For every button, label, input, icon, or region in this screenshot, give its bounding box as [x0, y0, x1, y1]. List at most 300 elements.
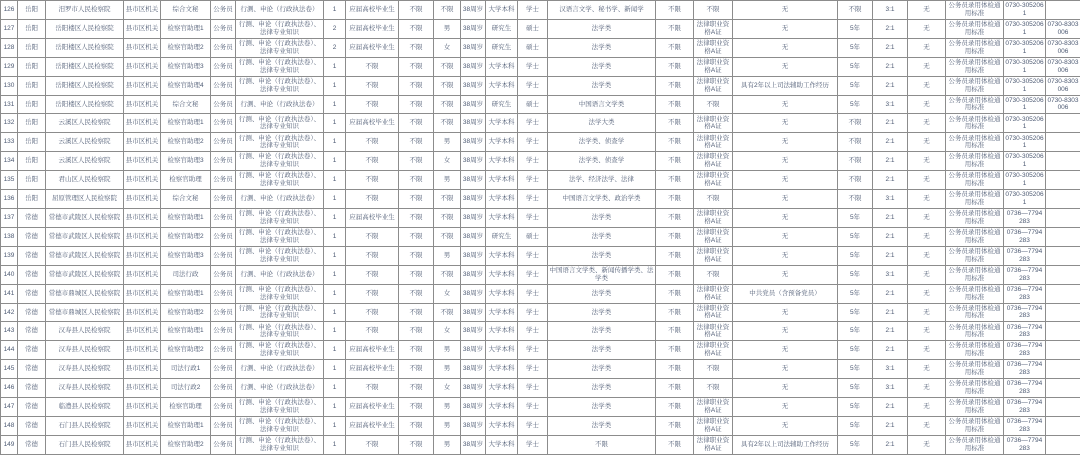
cell-physical-standard: 公务员录用体检通用标准 [946, 95, 1004, 114]
cell-service-years: 5年 [838, 95, 873, 114]
cell-open-ratio: 3:1 [873, 265, 908, 284]
cell-service-years: 不限 [838, 114, 873, 133]
cell-physical-standard: 公务员录用体检通用标准 [946, 114, 1004, 133]
cell-education: 研究生 [486, 38, 518, 57]
cell-gender: 女 [434, 284, 461, 303]
cell-fitness-test: 无 [908, 57, 946, 76]
cell-remark: 无 [733, 95, 838, 114]
cell-age-limit: 38周岁 [461, 284, 486, 303]
cell-remark: 无 [733, 265, 838, 284]
cell-qualification: 法律职业资格A证 [694, 398, 733, 417]
cell-gender: 不限 [434, 190, 461, 209]
cell-headcount: 1 [324, 360, 346, 379]
cell-org-level: 县市区机关 [124, 284, 161, 303]
cell-residence: 不限 [399, 360, 434, 379]
cell-org-level: 县市区机关 [124, 379, 161, 398]
cell-physical-standard: 公务员录用体检通用标准 [946, 19, 1004, 38]
cell-city: 岳阳 [18, 76, 46, 95]
cell-remark: 中共党员（含预备党员） [733, 284, 838, 303]
cell-gender: 男 [434, 341, 461, 360]
cell-experience: 不限 [656, 152, 694, 171]
cell-qualification: 法律职业资格A证 [694, 152, 733, 171]
cell-fitness-test: 无 [908, 95, 946, 114]
cell-major: 法学类 [548, 19, 656, 38]
cell-org-level: 县市区机关 [124, 303, 161, 322]
cell-remark: 无 [733, 152, 838, 171]
cell-recruit-target: 不限 [346, 303, 399, 322]
cell-position: 检察官助理4 [161, 76, 211, 95]
cell-city: 常德 [18, 246, 46, 265]
table-row [1, 416, 1080, 435]
cell-fitness-test: 无 [908, 303, 946, 322]
cell-recruit-target: 不限 [346, 57, 399, 76]
cell-residence: 不限 [399, 95, 434, 114]
cell-phone-1: 0730-3052061 [1004, 57, 1046, 76]
cell-open-ratio: 3:1 [873, 360, 908, 379]
cell-headcount: 1 [324, 1, 346, 20]
cell-staff-type: 公务员 [211, 284, 236, 303]
cell-phone-1: 0730-3052061 [1004, 114, 1046, 133]
cell-qualification: 法律职业资格A证 [694, 227, 733, 246]
cell-qualification: 不限 [694, 379, 733, 398]
cell-fitness-test: 无 [908, 76, 946, 95]
cell-city: 常德 [18, 284, 46, 303]
cell-seq: 139 [1, 246, 18, 265]
cell-position: 检察官助理1 [161, 416, 211, 435]
table-row [1, 171, 1080, 190]
cell-degree: 学士 [518, 208, 548, 227]
cell-gender: 不限 [434, 57, 461, 76]
cell-experience: 不限 [656, 114, 694, 133]
cell-phone-2: 0730-8303006 [1046, 57, 1080, 76]
cell-city: 常德 [18, 322, 46, 341]
table-row [1, 57, 1080, 76]
cell-service-years: 5年 [838, 341, 873, 360]
cell-staff-type: 公务员 [211, 208, 236, 227]
cell-service-years: 5年 [838, 322, 873, 341]
cell-headcount: 1 [324, 208, 346, 227]
table-row [1, 95, 1080, 114]
cell-phone-1: 0730-3052061 [1004, 19, 1046, 38]
cell-major: 法学类 [548, 246, 656, 265]
cell-experience: 不限 [656, 341, 694, 360]
cell-fitness-test: 无 [908, 265, 946, 284]
cell-service-years: 5年 [838, 435, 873, 454]
cell-position: 检察官助理1 [161, 19, 211, 38]
cell-age-limit: 38周岁 [461, 227, 486, 246]
cell-recruit-target: 不限 [346, 171, 399, 190]
cell-gender: 女 [434, 322, 461, 341]
cell-city: 常德 [18, 416, 46, 435]
table-row [1, 265, 1080, 284]
cell-headcount: 1 [324, 246, 346, 265]
cell-fitness-test: 无 [908, 227, 946, 246]
cell-service-years: 不限 [838, 152, 873, 171]
cell-position: 综合文秘 [161, 95, 211, 114]
cell-headcount: 1 [324, 435, 346, 454]
cell-age-limit: 38周岁 [461, 171, 486, 190]
cell-seq: 142 [1, 303, 18, 322]
cell-phone-1: 0736—7794283 [1004, 360, 1046, 379]
cell-degree: 学士 [518, 1, 548, 20]
cell-residence: 不限 [399, 57, 434, 76]
cell-education: 大学本科 [486, 398, 518, 417]
cell-age-limit: 38周岁 [461, 341, 486, 360]
cell-open-ratio: 2:1 [873, 76, 908, 95]
cell-education: 大学本科 [486, 133, 518, 152]
cell-recruit-target: 不限 [346, 152, 399, 171]
cell-seq: 146 [1, 379, 18, 398]
cell-staff-type: 公务员 [211, 322, 236, 341]
cell-service-years: 5年 [838, 227, 873, 246]
cell-recruit-target: 应届高校毕业生 [346, 208, 399, 227]
cell-unit: 汉寿县人民检察院 [46, 379, 124, 398]
cell-seq: 137 [1, 208, 18, 227]
cell-service-years: 5年 [838, 265, 873, 284]
cell-exam-subjects: 行测、申论（行政执法卷）、法律专业知识 [236, 416, 324, 435]
cell-physical-standard: 公务员录用体检通用标准 [946, 133, 1004, 152]
cell-major: 法学类 [548, 303, 656, 322]
cell-education: 大学本科 [486, 1, 518, 20]
cell-residence: 不限 [399, 246, 434, 265]
cell-phone-2 [1046, 114, 1080, 133]
cell-staff-type: 公务员 [211, 227, 236, 246]
cell-org-level: 县市区机关 [124, 95, 161, 114]
cell-exam-subjects: 行测、申论（行政执法卷）、法律专业知识 [236, 114, 324, 133]
cell-phone-2 [1046, 360, 1080, 379]
cell-major: 法学类 [548, 416, 656, 435]
cell-experience: 不限 [656, 76, 694, 95]
cell-physical-standard: 公务员录用体检通用标准 [946, 379, 1004, 398]
cell-education: 大学本科 [486, 416, 518, 435]
cell-major: 中国语言文学类 [548, 95, 656, 114]
cell-service-years: 5年 [838, 398, 873, 417]
cell-physical-standard: 公务员录用体检通用标准 [946, 38, 1004, 57]
cell-position: 检察官助理2 [161, 133, 211, 152]
cell-residence: 不限 [399, 114, 434, 133]
cell-experience: 不限 [656, 190, 694, 209]
cell-org-level: 县市区机关 [124, 435, 161, 454]
cell-major: 法学类 [548, 284, 656, 303]
table-row [1, 341, 1080, 360]
cell-age-limit: 38周岁 [461, 303, 486, 322]
cell-qualification: 法律职业资格A证 [694, 416, 733, 435]
cell-fitness-test: 无 [908, 190, 946, 209]
cell-service-years: 不限 [838, 1, 873, 20]
cell-service-years: 不限 [838, 190, 873, 209]
cell-education: 大学本科 [486, 379, 518, 398]
cell-phone-1: 0730-3052061 [1004, 152, 1046, 171]
cell-position: 检察官助理1 [161, 114, 211, 133]
cell-degree: 学士 [518, 284, 548, 303]
cell-open-ratio: 2:1 [873, 38, 908, 57]
cell-org-level: 县市区机关 [124, 322, 161, 341]
cell-phone-1: 0736—7794283 [1004, 284, 1046, 303]
cell-education: 大学本科 [486, 435, 518, 454]
cell-phone-2 [1046, 152, 1080, 171]
cell-remark: 无 [733, 171, 838, 190]
cell-staff-type: 公务员 [211, 76, 236, 95]
cell-service-years: 5年 [838, 208, 873, 227]
cell-phone-2: 0730-8303006 [1046, 95, 1080, 114]
cell-open-ratio: 2:1 [873, 19, 908, 38]
cell-education: 大学本科 [486, 341, 518, 360]
cell-open-ratio: 3:1 [873, 1, 908, 20]
cell-gender: 男 [434, 398, 461, 417]
cell-experience: 不限 [656, 171, 694, 190]
cell-org-level: 县市区机关 [124, 227, 161, 246]
cell-position: 司法行政2 [161, 379, 211, 398]
cell-phone-1: 0736—7794283 [1004, 227, 1046, 246]
cell-headcount: 1 [324, 114, 346, 133]
cell-org-level: 县市区机关 [124, 246, 161, 265]
cell-recruit-target: 应届高校毕业生 [346, 19, 399, 38]
cell-position: 综合文秘 [161, 1, 211, 20]
cell-residence: 不限 [399, 416, 434, 435]
cell-position: 综合文秘 [161, 190, 211, 209]
cell-staff-type: 公务员 [211, 38, 236, 57]
cell-open-ratio: 2:1 [873, 114, 908, 133]
cell-education: 大学本科 [486, 303, 518, 322]
cell-staff-type: 公务员 [211, 341, 236, 360]
table-row [1, 19, 1080, 38]
cell-experience: 不限 [656, 435, 694, 454]
cell-org-level: 县市区机关 [124, 57, 161, 76]
cell-recruit-target: 应届高校毕业生 [346, 398, 399, 417]
cell-open-ratio: 2:1 [873, 284, 908, 303]
cell-unit: 君山区人民检察院 [46, 171, 124, 190]
cell-exam-subjects: 行测、申论（行政执法卷）、法律专业知识 [236, 322, 324, 341]
cell-exam-subjects: 行测、申论（行政执法卷）、法律专业知识 [236, 398, 324, 417]
cell-org-level: 县市区机关 [124, 208, 161, 227]
cell-physical-standard: 公务员录用体检通用标准 [946, 208, 1004, 227]
cell-unit: 常德市鼎城区人民检察院 [46, 284, 124, 303]
cell-phone-2 [1046, 133, 1080, 152]
cell-seq: 127 [1, 19, 18, 38]
cell-city: 岳阳 [18, 95, 46, 114]
cell-phone-1: 0736—7794283 [1004, 341, 1046, 360]
cell-remark: 无 [733, 38, 838, 57]
cell-residence: 不限 [399, 265, 434, 284]
cell-recruit-target: 不限 [346, 322, 399, 341]
cell-qualification: 法律职业资格A证 [694, 284, 733, 303]
cell-phone-2 [1046, 227, 1080, 246]
table-row [1, 284, 1080, 303]
cell-unit: 石门县人民检察院 [46, 416, 124, 435]
table-row [1, 152, 1080, 171]
cell-major: 法学类 [548, 322, 656, 341]
cell-open-ratio: 2:1 [873, 152, 908, 171]
cell-seq: 144 [1, 341, 18, 360]
cell-org-level: 县市区机关 [124, 133, 161, 152]
cell-city: 岳阳 [18, 171, 46, 190]
cell-remark: 无 [733, 227, 838, 246]
cell-experience: 不限 [656, 284, 694, 303]
cell-org-level: 县市区机关 [124, 360, 161, 379]
cell-position: 检察官助理2 [161, 303, 211, 322]
cell-degree: 学士 [518, 322, 548, 341]
cell-staff-type: 公务员 [211, 190, 236, 209]
cell-residence: 不限 [399, 227, 434, 246]
cell-exam-subjects: 行测、申论（行政执法卷）、法律专业知识 [236, 133, 324, 152]
cell-fitness-test: 无 [908, 114, 946, 133]
cell-unit: 临澧县人民检察院 [46, 398, 124, 417]
cell-physical-standard: 公务员录用体检通用标准 [946, 57, 1004, 76]
table-row [1, 322, 1080, 341]
cell-org-level: 县市区机关 [124, 190, 161, 209]
cell-residence: 不限 [399, 38, 434, 57]
cell-phone-1: 0736—7794283 [1004, 208, 1046, 227]
cell-experience: 不限 [656, 398, 694, 417]
cell-age-limit: 38周岁 [461, 19, 486, 38]
cell-recruit-target: 不限 [346, 379, 399, 398]
cell-remark: 无 [733, 379, 838, 398]
cell-open-ratio: 3:1 [873, 379, 908, 398]
cell-open-ratio: 2:1 [873, 208, 908, 227]
cell-fitness-test: 无 [908, 284, 946, 303]
cell-position: 检察官助理2 [161, 435, 211, 454]
cell-degree: 学士 [518, 435, 548, 454]
cell-major: 法学类 [548, 341, 656, 360]
cell-residence: 不限 [399, 1, 434, 20]
cell-position: 检察官助理3 [161, 152, 211, 171]
cell-phone-2: 0730-8303006 [1046, 19, 1080, 38]
cell-qualification: 法律职业资格A证 [694, 208, 733, 227]
cell-recruit-target: 不限 [346, 435, 399, 454]
cell-major: 法学类 [548, 360, 656, 379]
cell-experience: 不限 [656, 360, 694, 379]
cell-remark: 无 [733, 1, 838, 20]
cell-experience: 不限 [656, 38, 694, 57]
cell-major: 法学、经济法学、法律 [548, 171, 656, 190]
cell-qualification: 法律职业资格A证 [694, 114, 733, 133]
cell-major: 汉语言文学、秘书学、新闻学 [548, 1, 656, 20]
cell-residence: 不限 [399, 190, 434, 209]
cell-major: 不限 [548, 435, 656, 454]
cell-org-level: 县市区机关 [124, 398, 161, 417]
cell-experience: 不限 [656, 416, 694, 435]
cell-org-level: 县市区机关 [124, 341, 161, 360]
cell-city: 常德 [18, 398, 46, 417]
cell-headcount: 1 [324, 416, 346, 435]
cell-degree: 学士 [518, 303, 548, 322]
cell-major: 法学类 [548, 227, 656, 246]
cell-fitness-test: 无 [908, 246, 946, 265]
cell-city: 常德 [18, 360, 46, 379]
cell-gender: 不限 [434, 303, 461, 322]
cell-fitness-test: 无 [908, 398, 946, 417]
cell-position: 司法行政 [161, 265, 211, 284]
table-row [1, 435, 1080, 454]
cell-phone-1: 0730-3052061 [1004, 171, 1046, 190]
cell-education: 大学本科 [486, 57, 518, 76]
cell-fitness-test: 无 [908, 171, 946, 190]
cell-degree: 学士 [518, 341, 548, 360]
cell-qualification: 不限 [694, 360, 733, 379]
cell-staff-type: 公务员 [211, 171, 236, 190]
cell-phone-2 [1046, 208, 1080, 227]
cell-position: 检察官助理 [161, 171, 211, 190]
table-row [1, 1, 1080, 20]
cell-experience: 不限 [656, 95, 694, 114]
table-row [1, 38, 1080, 57]
cell-exam-subjects: 行测、申论（行政执法卷）、法律专业知识 [236, 246, 324, 265]
cell-residence: 不限 [399, 133, 434, 152]
cell-exam-subjects: 行测、申论（行政执法卷）、法律专业知识 [236, 76, 324, 95]
cell-gender: 男 [434, 133, 461, 152]
cell-city: 常德 [18, 208, 46, 227]
cell-major: 中国语言文学类、政治学类 [548, 190, 656, 209]
cell-seq: 130 [1, 76, 18, 95]
cell-service-years: 5年 [838, 284, 873, 303]
cell-degree: 硕士 [518, 227, 548, 246]
cell-remark: 无 [733, 416, 838, 435]
cell-staff-type: 公务员 [211, 152, 236, 171]
cell-city: 岳阳 [18, 1, 46, 20]
cell-physical-standard: 公务员录用体检通用标准 [946, 303, 1004, 322]
cell-education: 大学本科 [486, 246, 518, 265]
cell-major: 法学类 [548, 379, 656, 398]
cell-phone-1: 0736—7794283 [1004, 435, 1046, 454]
cell-phone-1: 0730-3052061 [1004, 38, 1046, 57]
cell-experience: 不限 [656, 57, 694, 76]
cell-qualification: 不限 [694, 1, 733, 20]
cell-unit: 屈原管理区人民检察院 [46, 190, 124, 209]
cell-headcount: 1 [324, 95, 346, 114]
cell-headcount: 2 [324, 38, 346, 57]
cell-city: 常德 [18, 303, 46, 322]
cell-position: 检察官助理1 [161, 322, 211, 341]
cell-recruit-target: 不限 [346, 76, 399, 95]
cell-fitness-test: 无 [908, 435, 946, 454]
cell-phone-1: 0730-3052061 [1004, 133, 1046, 152]
cell-fitness-test: 无 [908, 19, 946, 38]
cell-physical-standard: 公务员录用体检通用标准 [946, 398, 1004, 417]
cell-remark: 无 [733, 398, 838, 417]
cell-phone-2 [1046, 322, 1080, 341]
cell-remark: 无 [733, 19, 838, 38]
cell-service-years: 不限 [838, 171, 873, 190]
cell-seq: 138 [1, 227, 18, 246]
cell-staff-type: 公务员 [211, 57, 236, 76]
cell-org-level: 县市区机关 [124, 76, 161, 95]
cell-phone-1: 0736—7794283 [1004, 379, 1046, 398]
cell-education: 大学本科 [486, 208, 518, 227]
cell-age-limit: 38周岁 [461, 190, 486, 209]
cell-age-limit: 38周岁 [461, 133, 486, 152]
cell-exam-subjects: 行测、申论（行政执法卷）、法律专业知识 [236, 19, 324, 38]
cell-age-limit: 38周岁 [461, 208, 486, 227]
cell-unit: 常德市武陵区人民检察院 [46, 246, 124, 265]
cell-age-limit: 38周岁 [461, 265, 486, 284]
cell-unit: 岳阳楼区人民检察院 [46, 95, 124, 114]
cell-exam-subjects: 行测、申论（行政执法卷）、法律专业知识 [236, 38, 324, 57]
cell-experience: 不限 [656, 379, 694, 398]
cell-unit: 常德市武陵区人民检察院 [46, 208, 124, 227]
cell-recruit-target: 不限 [346, 284, 399, 303]
cell-residence: 不限 [399, 398, 434, 417]
cell-exam-subjects: 行测、申论（行政执法卷） [236, 1, 324, 20]
cell-seq: 131 [1, 95, 18, 114]
cell-headcount: 1 [324, 341, 346, 360]
cell-age-limit: 38周岁 [461, 435, 486, 454]
table-row [1, 398, 1080, 417]
cell-service-years: 5年 [838, 76, 873, 95]
cell-open-ratio: 2:1 [873, 246, 908, 265]
cell-degree: 学士 [518, 57, 548, 76]
cell-degree: 学士 [518, 190, 548, 209]
cell-phone-1: 0730-3052061 [1004, 76, 1046, 95]
